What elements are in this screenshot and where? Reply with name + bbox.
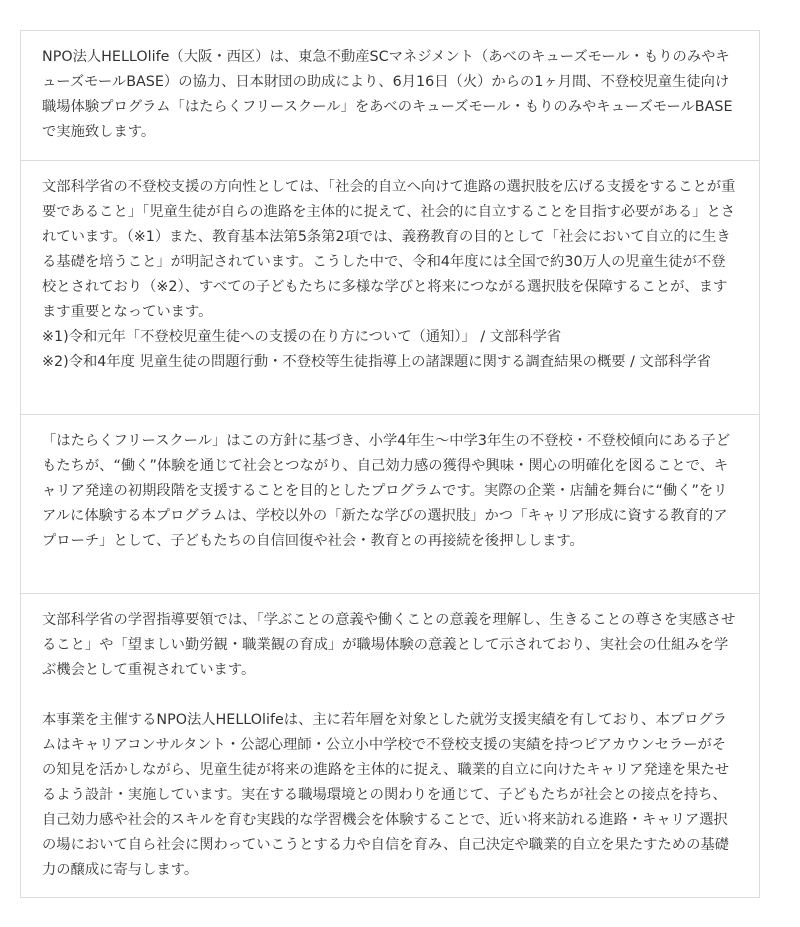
table-cell-significance [21, 593, 759, 897]
content-table [20, 30, 760, 898]
paragraph-program: 「はたらくフリースクール」はこの方針に基づき、小学4年生〜中学3年生の不登校・不登校傾向にある子どもたちが、“働く”体験を通じて社会とつながり、自己効力感の獲得や興味・関心の明確化を図ることで、キャリア発達の初期段階を支援することを目的としたプログラムです。実際の企業・店舗を舞台に“働く”をリアルに体験する本プログラムは、学校以外の「新たな学びの選択肢」かつ「キャリア形成に資する教育的アプローチ」として、子どもたちの自信回復や社会・教育との再接続を後押しします。 [42, 433, 730, 549]
paragraph-intro: NPO法人HELLOlife（大阪・西区）は、東急不動産SCマネジメント（あべのキューズモール・もりのみやキューズモールBASE）の協力、日本財団の助成により、6月16日（火）からの1ヶ月間、不登校児童生徒向け職場体験プログラム「はたらくフリースクール」をあべのキューズモール・もりのみやキューズモールBASEで実施致します。 [42, 49, 733, 140]
table-cell-policy [21, 160, 759, 414]
table-cell-intro [21, 31, 759, 160]
paragraph-policy: 文部科学省の不登校支援の方向性としては、「社会的自立へ向けて進路の選択肢を広げる支援をすることが重要であること」「児童生徒が自らの進路を主体的に捉えて、社会的に自立することを目指す必要がある」とされています。（※1）また、教育基本法第5条第2項では、義務教育の目的として「社会において自立的に生きる基礎を培うこと」が明記されています。こうした中で、令和4年度には全国で約30万人の児童生徒が不登校とされており（※2）、すべての子どもたちに多様な学びと将来につながる選択肢を保障することが、ますます重要となっています。 ※1)令和元年「不登校児童生徒への支援の在り方について（通知）」 / 文部科学省 ※2)令和4年度 児童生徒の問題行動・不登校等生徒指導上の諸課題に関する調査結果の概要 / 文部科学省 [42, 179, 736, 370]
table-cell-program [21, 414, 759, 593]
paragraph-guidelines: 文部科学省の学習指導要領では、「学ぶことの意義や働くことの意義を理解し、生きることの尊さを実感させること」や「望ましい勤労観・職業観の育成」が職場体験の意義として示されており、実社会の仕組みを学ぶ機会として重視されています。 [42, 612, 736, 678]
paragraph-organizer: 本事業を主催するNPO法人HELLOlifeは、主に若年層を対象とした就労支援実績を有しており、本プログラムはキャリアコンサルタント・公認心理師・公立小中学校で不登校支援の実績を持つピアカウンセラーがその知見を活かしながら、児童生徒が将来の進路を主体的に捉え、職業的自立に向けたキャリア発達を果たせるよう設計・実施しています。実在する職場環境との関わりを通じて、子どもたちが社会との接点を持ち、自己効力感や社会的スキルを育む実践的な学習機会を体験することで、近い将来訪れる進路・キャリア選択の場において自ら社会に関わっていこうとする力や自信を育み、自己決定や職業的自立を果たすための基礎力の醸成に寄与します。 [42, 712, 730, 878]
